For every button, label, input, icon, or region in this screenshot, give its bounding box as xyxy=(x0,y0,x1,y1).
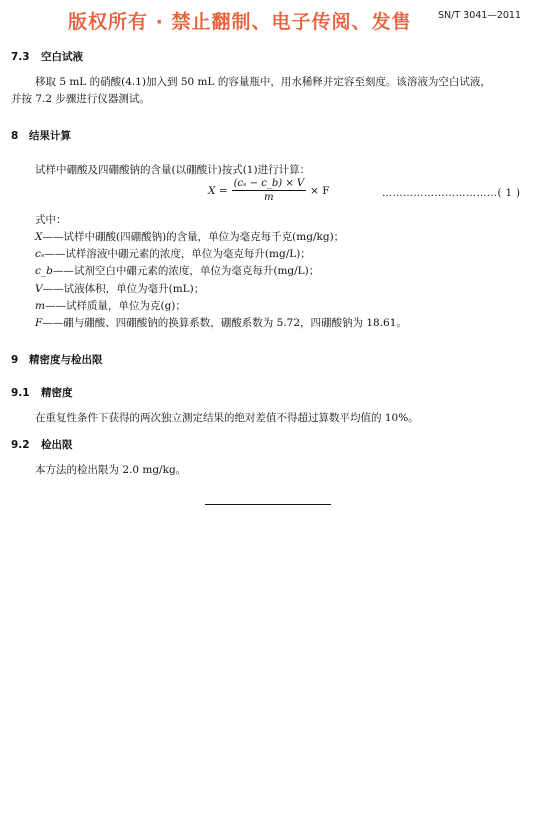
definition-text: ——试剂空白中硼元素的浓度，单位为毫克每升(mg/L)； xyxy=(52,265,320,277)
definition-symbol: V xyxy=(35,283,43,295)
leader-dots: …………………………… xyxy=(382,188,498,199)
definition-text: ——试样中硼酸(四硼酸钠)的含量，单位为毫克每千克(mg/kg)； xyxy=(42,231,345,243)
standard-number: SN/T 3041—2011 xyxy=(438,10,522,21)
definition-cs xyxy=(35,246,311,263)
definition-x xyxy=(35,229,344,246)
formula-denominator: m xyxy=(264,192,274,203)
section-title: 精密度 xyxy=(41,387,73,399)
section-title: 空白试液 xyxy=(41,51,83,63)
formula-fraction xyxy=(232,178,306,203)
section-number: 8 xyxy=(11,130,19,142)
section-title: 检出限 xyxy=(41,439,73,451)
definition-v xyxy=(35,281,204,298)
heading-7-3 xyxy=(11,49,83,64)
definition-symbol: m xyxy=(35,300,45,312)
definition-symbol: c_b xyxy=(35,265,53,277)
definition-cb xyxy=(35,263,319,280)
definition-m xyxy=(35,298,186,315)
section-title: 精密度与检出限 xyxy=(29,354,103,366)
paragraph-7-3-line2: 并按 7.2 步骤进行仪器测试。 xyxy=(11,93,150,105)
definition-text: ——试液体积，单位为毫升(mL)； xyxy=(42,283,205,295)
definition-text: ——试样溶液中硼元素的浓度，单位为毫克每升(mg/L)； xyxy=(44,248,311,260)
section-number: 9.1 xyxy=(11,387,30,399)
calculation-intro: 试样中硼酸及四硼酸钠的含量(以硼酸计)按式(1)进行计算： xyxy=(35,164,311,176)
definition-symbol: F xyxy=(35,317,43,329)
section-number: 9.2 xyxy=(11,439,30,451)
heading-8 xyxy=(11,128,71,143)
equation-label: ( 1 ) xyxy=(497,188,521,199)
heading-9 xyxy=(11,352,103,367)
definition-symbol: cₛ xyxy=(35,248,45,260)
formula-numerator: (cₛ − c_b) × V xyxy=(233,178,305,189)
heading-9-1 xyxy=(11,385,73,400)
formula-lhs: X = xyxy=(208,184,228,197)
formula-1 xyxy=(208,178,330,203)
section-title: 结果计算 xyxy=(29,130,71,142)
paragraph-9-1: 在重复性条件下获得的两次独立测定结果的绝对差值不得超过算数平均值的 10%。 xyxy=(35,412,419,424)
paragraph-7-3-line1: 移取 5 mL 的硝酸(4.1)加入到 50 mL 的容量瓶中，用水稀释并定容至刻度。该溶液为空白试液， xyxy=(35,76,491,88)
definition-text: ——试样质量，单位为克(g)； xyxy=(44,300,186,312)
formula-rhs: × F xyxy=(310,184,330,197)
paragraph-9-2: 本方法的检出限为 2.0 mg/kg。 xyxy=(35,464,187,476)
heading-9-2 xyxy=(11,437,73,452)
definition-symbol: X xyxy=(35,231,43,243)
section-number: 7.3 xyxy=(11,51,30,63)
definition-text: ——硼与硼酸、四硼酸钠的换算系数，硼酸系数为 5.72，四硼酸钠为 18.61。 xyxy=(42,317,407,329)
watermark-banner: 版权所有 · 禁止翻制、电子传阅、发售 xyxy=(68,11,412,33)
end-rule xyxy=(205,504,331,505)
where-label: 式中： xyxy=(35,214,67,226)
formula-leader-dots xyxy=(382,188,521,199)
section-number: 9 xyxy=(11,354,19,366)
definition-f xyxy=(35,315,407,332)
